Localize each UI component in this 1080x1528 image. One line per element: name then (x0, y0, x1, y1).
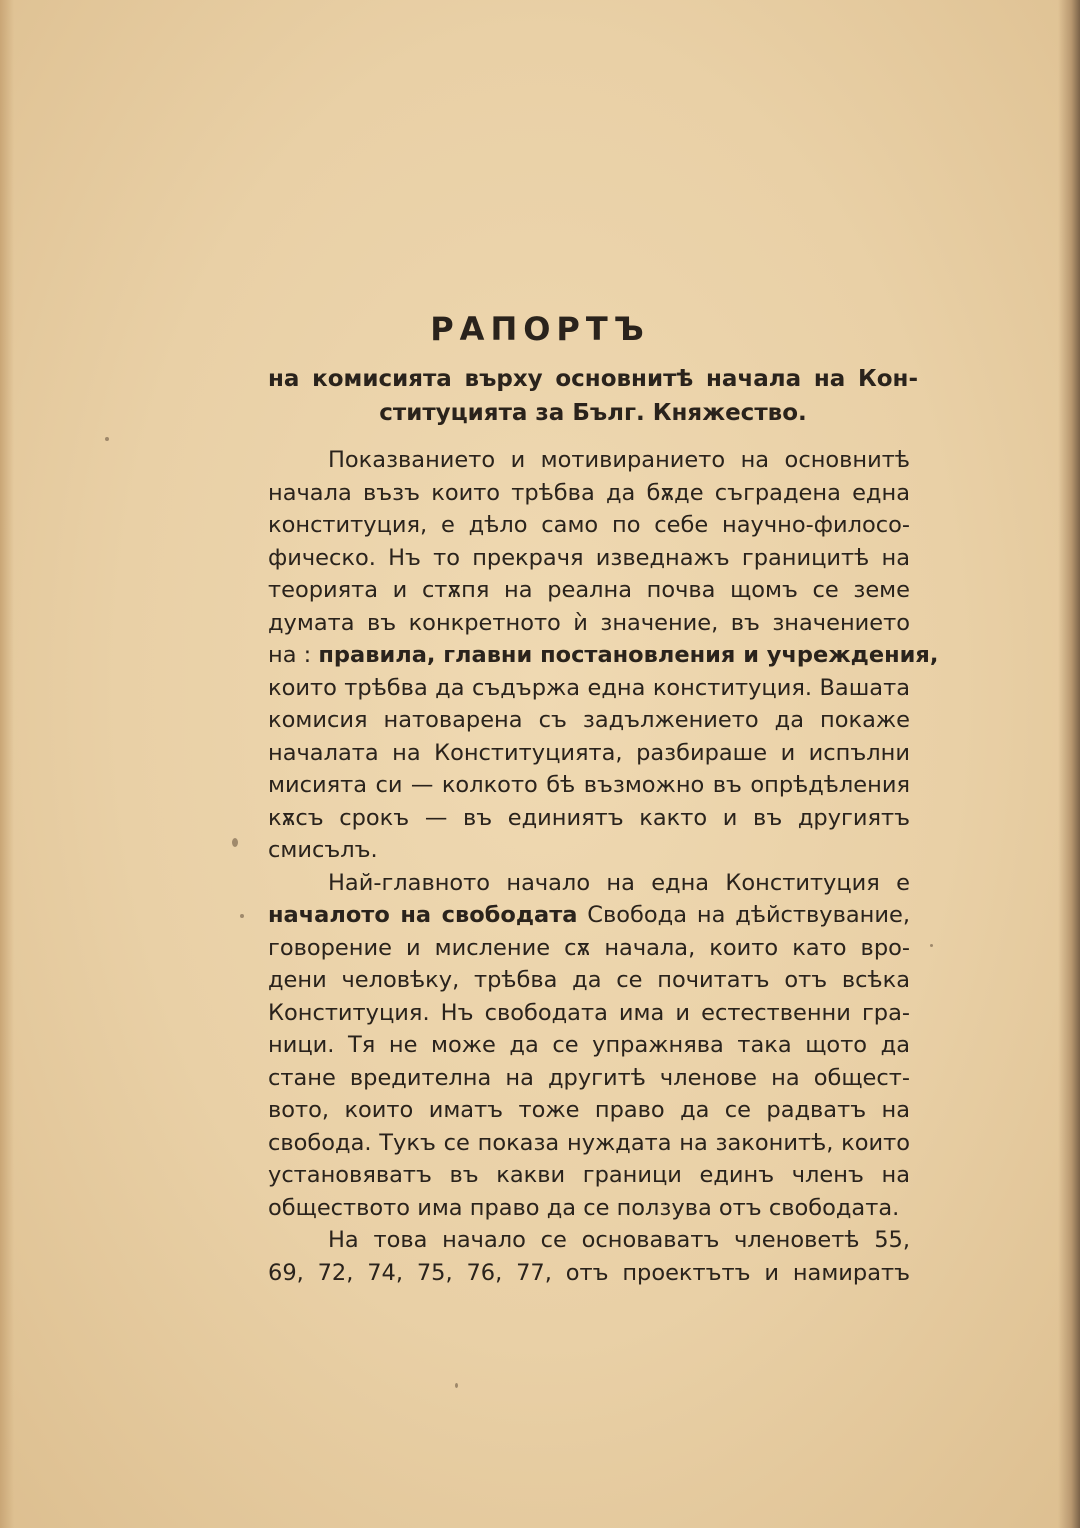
bold-phrase: началото на свободата (268, 902, 578, 928)
text-line: На това начало се основаватъ членоветѣ 55, (328, 1227, 910, 1253)
text-line: теорията и стѫпя на реална почва щомъ се земе (268, 577, 910, 603)
text-line-with-bold (268, 899, 910, 932)
document-subtitle (268, 362, 918, 430)
document-title: РАПОРТЪ (430, 310, 650, 348)
text-line: дени человѣку, трѣбва да се почитатъ отъ всѣка (268, 967, 910, 993)
subtitle-line: ституцията за Бълг. Княжество. (379, 400, 807, 426)
text-line: ници. Тя не може да се упражнява така щото да (268, 1032, 910, 1058)
text-line: Най-главното начало на една Конституция е (328, 869, 910, 896)
text-line-with-bold (268, 639, 939, 672)
text-line: начала възъ които трѣбва да бѫде съградена една (268, 479, 910, 506)
text-line: конституция, е дѣло само по себе научно-филосо- (268, 512, 910, 538)
text-line: стане вредителна на другитѣ членове на общест- (268, 1064, 910, 1091)
document-body (268, 444, 939, 1289)
text-line: свобода. Тукъ се показа нуждата на законитѣ, които (268, 1129, 910, 1156)
paper-speck (105, 437, 109, 441)
text-line: Конституция. Нъ свободата има и естественни гра- (268, 999, 910, 1026)
text-line: Показванието и мотивиранието на основнитѣ (328, 447, 910, 473)
text-line: фическо. Нъ то прекрачя изведнажъ границитѣ на (268, 544, 910, 571)
text-fragment: Свобода на дѣйствувание, (577, 902, 910, 928)
text-line: думата въ конкретното ѝ значение, въ значението (268, 609, 910, 636)
bold-phrase: правила, главни постановления и учреждения, (318, 642, 939, 668)
text-line: мисията си — колкото бѣ възможно въ опрѣдѣления (268, 772, 910, 798)
text-line: установяватъ въ какви граници единъ членъ на (268, 1162, 910, 1188)
paper-speck (930, 944, 933, 947)
paper-speck (455, 1383, 458, 1388)
text-line: обществото има право да се ползува отъ свободата. (268, 1194, 900, 1221)
text-line: говорение и мисление сѫ начала, които като вро- (268, 934, 910, 961)
text-line: 69, 72, 74, 75, 76, 77, отъ проектътъ и намиратъ (268, 1259, 910, 1286)
paper-speck (240, 914, 244, 918)
text-line: кѫсъ срокъ — въ единиятъ както и въ другиятъ (268, 804, 910, 831)
text-line: смисълъ. (268, 837, 378, 863)
text-line: вото, които иматъ тоже право да се радватъ на (268, 1097, 910, 1123)
text-line: които трѣбва да съдържа една конституция. Вашата (268, 674, 910, 701)
subtitle-line: на комисията върху основнитѣ начала на Кон- (268, 366, 918, 392)
text-fragment: на : (268, 642, 319, 668)
paper-speck (232, 838, 238, 847)
text-line: комисия натоварена съ задължението да покаже (268, 707, 910, 733)
text-line: началата на Конституцията, разбираше и испълни (268, 739, 910, 766)
